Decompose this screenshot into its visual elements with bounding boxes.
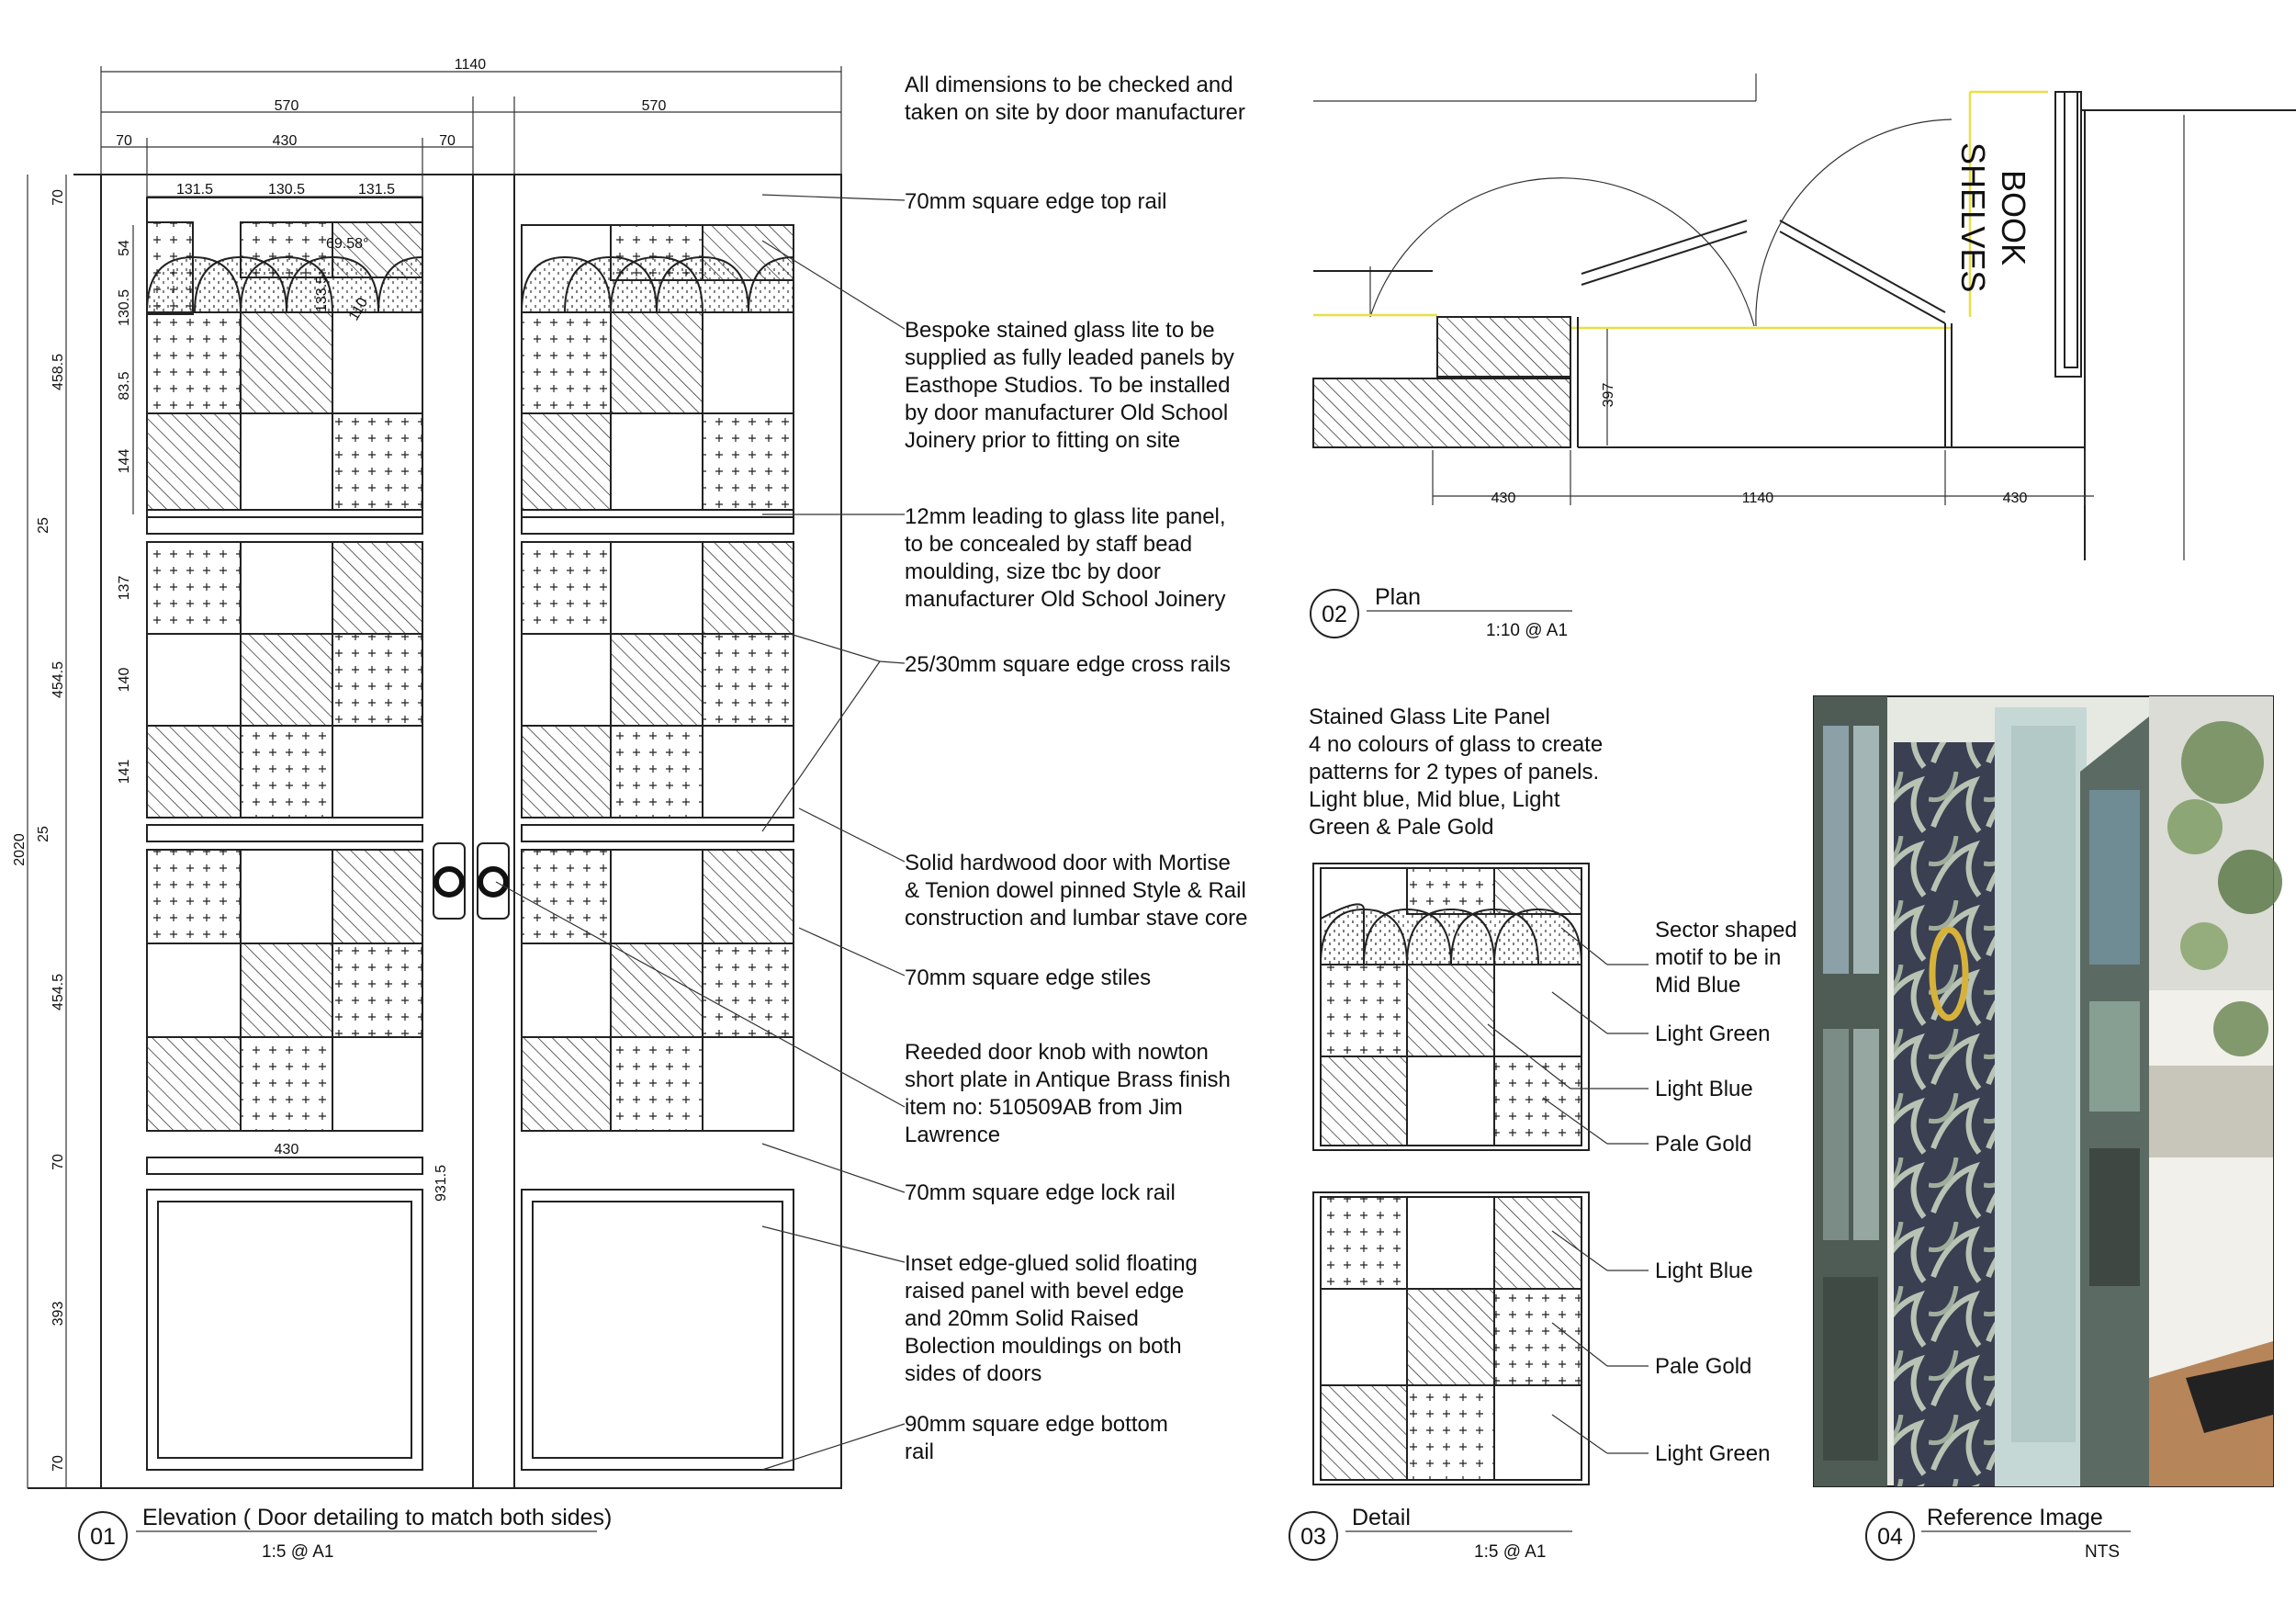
note-lock-rail: 70mm square edge lock rail [905, 1180, 1176, 1205]
dim-lower-width: 430 [274, 1142, 299, 1157]
detail-label-light-green-b: Light Green [1655, 1441, 1771, 1466]
plan-dim-3: 430 [2002, 491, 2028, 506]
detail-label-light-green-a: Light Green [1655, 1022, 1771, 1046]
note-cross-rails: 25/30mm square edge cross rails [905, 652, 1231, 677]
dim-col3: 131.5 [357, 182, 396, 198]
dim-glass-width: 430 [272, 133, 298, 149]
dim-stile-left: 70 [116, 133, 132, 149]
dim-overall-height: 2020 [12, 833, 28, 866]
plan-number: 02 [1322, 602, 1347, 627]
door-knob-right [478, 843, 509, 919]
dim-pane2: 454.5 [51, 660, 66, 699]
reference-title: Reference Image [1927, 1505, 2103, 1530]
plan-scale: 1:10 @ A1 [1486, 621, 1569, 640]
dim-row-e: 137 [117, 575, 132, 601]
detail-label-motif: Sector shaped motif to be in Mid Blue [1655, 918, 1797, 998]
reference-number: 04 [1877, 1524, 1903, 1550]
detail-scale: 1:5 @ A1 [1474, 1542, 1547, 1562]
detail-intro-text: Stained Glass Lite Panel 4 no colours of glass to create patterns for 2 types of panels. Light blue, Mid blue, Light Green & Pale Gold [1309, 705, 1604, 840]
note-top-rail: 70mm square edge top rail [905, 189, 1167, 214]
plan-dim-1: 430 [1491, 491, 1516, 506]
dim-panel: 393 [51, 1301, 66, 1326]
dim-overall-width: 1140 [454, 57, 487, 73]
detail-intro [1309, 705, 1609, 840]
dim-angle: 69.58° [326, 236, 369, 252]
dim-top-rail: 70 [51, 189, 66, 206]
note-bottom-rail: 90mm square edge bottom rail [905, 1412, 1168, 1464]
detail-label-light-blue-a: Light Blue [1655, 1077, 1753, 1101]
dim-col2: 130.5 [267, 182, 306, 198]
plan-label-book: BOOK [1995, 170, 2032, 266]
note-raised-panel: Inset edge-glued solid floating raised panel with bevel edge and 20mm Solid Raised Bolection mouldings on both sides of doors [905, 1251, 1198, 1386]
dim-row-d: 144 [117, 448, 132, 474]
dim-arc-radius: 110 [345, 295, 372, 323]
dim-row-f: 140 [117, 667, 132, 693]
dim-row-a: 54 [117, 240, 132, 256]
dim-row-g: 141 [117, 759, 132, 785]
dim-pane3: 454.5 [51, 973, 66, 1011]
door-knob-left [433, 843, 465, 919]
detail-number: 03 [1300, 1524, 1326, 1550]
plan-dim-2: 1140 [1741, 491, 1774, 506]
plan-title-block [1311, 584, 1572, 640]
elevation-title: Elevation ( Door detailing to match both sides) [142, 1505, 613, 1530]
detail-label-pale-gold-b: Pale Gold [1655, 1354, 1752, 1379]
dim-stile-right: 70 [439, 133, 456, 149]
note-stained-glass: Bespoke stained glass lite to be supplied as fully leaded panels by Easthope Studios. To be installed by door manufacturer Old School Joinery prior to fitting on site [905, 318, 1234, 453]
note-leading: 12mm leading to glass lite panel, to be concealed by staff bead moulding, size tbc by door manufacturer Old School Joinery [905, 504, 1226, 612]
note-hardwood: Solid hardwood door with Mortise & Tenion dowel pinned Style & Rail construction and lumbar stave core [905, 851, 1248, 931]
dim-arc-height: 133.5 [314, 275, 330, 312]
note-stiles: 70mm square edge stiles [905, 965, 1152, 990]
dim-pane1: 458.5 [51, 353, 66, 391]
elevation-number: 01 [90, 1524, 116, 1550]
dim-col1: 131.5 [175, 182, 214, 198]
detail-title-block [1289, 1505, 1572, 1562]
detail-label-light-blue-b: Light Blue [1655, 1259, 1753, 1283]
dim-leaf-right: 570 [641, 98, 667, 114]
dim-row-b: 130.5 [117, 288, 132, 327]
plan-dim-depth: 397 [1601, 382, 1616, 408]
dim-cross2: 25 [36, 826, 51, 842]
dim-row-c: 83.5 [117, 371, 132, 401]
elevation-drawing [12, 57, 905, 1488]
reference-image [1814, 696, 2282, 1486]
elevation-scale: 1:5 @ A1 [262, 1542, 334, 1562]
elevation-notes [905, 73, 1252, 1464]
plan-label-shelves: SHELVES [1954, 142, 1992, 293]
detail-panel-b [1313, 1192, 1589, 1484]
left-leaf-glass [147, 198, 422, 1470]
detail-label-pale-gold-a: Pale Gold [1655, 1132, 1752, 1157]
elevation-title-block [79, 1505, 612, 1562]
dim-bottom-rail: 70 [51, 1455, 66, 1472]
note-door-knob: Reeded door knob with nowton short plate in Antique Brass finish item no: 510509AB from Jim Lawrence [905, 1040, 1231, 1147]
dim-leaf-left: 570 [274, 98, 299, 114]
plan-drawing [1313, 73, 2296, 560]
detail-title: Detail [1352, 1505, 1411, 1530]
plan-title: Plan [1375, 584, 1422, 610]
right-leaf-glass [522, 225, 793, 1470]
reference-scale: NTS [2085, 1542, 2120, 1562]
dim-cross1: 25 [36, 517, 51, 534]
detail-panel-a [1313, 864, 1589, 1150]
dim-knob-height: 931.5 [433, 1164, 449, 1202]
dim-lock-rail: 70 [51, 1154, 66, 1170]
reference-title-block [1866, 1505, 2131, 1562]
note-dimensions-check: All dimensions to be checked and taken on site by door manufacturer [905, 73, 1245, 125]
detail-labels [1655, 918, 1803, 1466]
